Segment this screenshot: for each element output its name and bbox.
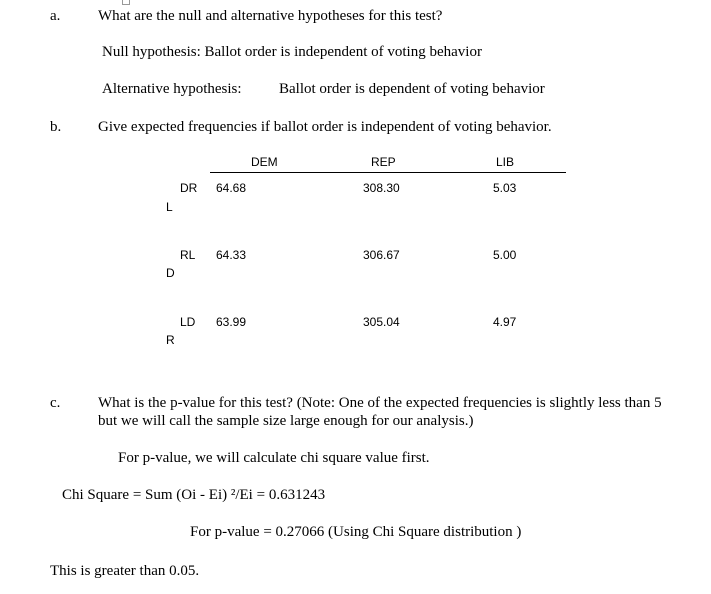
pvalue-intro: For p-value, we will calculate chi square value first. — [118, 450, 430, 466]
cell-rl-dem: 64.33 — [216, 248, 247, 262]
part-b-question: Give expected frequencies if ballot order is independent of voting behavior. — [98, 119, 552, 135]
row-label-rl: RL — [180, 248, 196, 262]
alt-hypothesis-label: Alternative hypothesis: — [102, 81, 242, 97]
cursor-marker — [122, 0, 130, 5]
column-header-lib: LIB — [496, 155, 515, 169]
side-letter-r: R — [166, 333, 175, 347]
row-label-ld: LD — [180, 315, 196, 329]
table-header-rule — [210, 172, 566, 173]
side-letter-d: D — [166, 266, 175, 280]
cell-rl-rep: 306.67 — [363, 248, 400, 262]
cell-ld-dem: 63.99 — [216, 315, 247, 329]
cell-rl-lib: 5.00 — [493, 248, 517, 262]
cell-ld-lib: 4.97 — [493, 315, 517, 329]
side-letter-l: L — [166, 200, 173, 214]
part-c-label: c. — [50, 395, 61, 411]
part-a-label: a. — [50, 8, 61, 24]
part-b-label: b. — [50, 119, 62, 135]
conclusion: This is greater than 0.05. — [50, 563, 200, 579]
row-label-dr: DR — [180, 181, 198, 195]
column-header-dem: DEM — [251, 155, 278, 169]
pvalue-result: For p-value = 0.27066 (Using Chi Square distribution ) — [190, 524, 522, 540]
null-hypothesis: Null hypothesis: Ballot order is independent of voting behavior — [102, 44, 482, 60]
part-a-question: What are the null and alternative hypotheses for this test? — [98, 8, 443, 24]
alt-hypothesis-text: Ballot order is dependent of voting behavior — [279, 81, 545, 97]
part-c-question-line2: but we will call the sample size large enough for our analysis.) — [98, 413, 474, 429]
cell-dr-rep: 308.30 — [363, 181, 400, 195]
cell-ld-rep: 305.04 — [363, 315, 400, 329]
part-c-question-line1: What is the p-value for this test? (Note: One of the expected frequencies is slightly less than 5 — [98, 395, 662, 411]
column-header-rep: REP — [371, 155, 396, 169]
cell-dr-dem: 64.68 — [216, 181, 247, 195]
chi-square-value: Chi Square = Sum (Oi - Ei) ²/Ei = 0.631243 — [62, 487, 326, 503]
cell-dr-lib: 5.03 — [493, 181, 517, 195]
